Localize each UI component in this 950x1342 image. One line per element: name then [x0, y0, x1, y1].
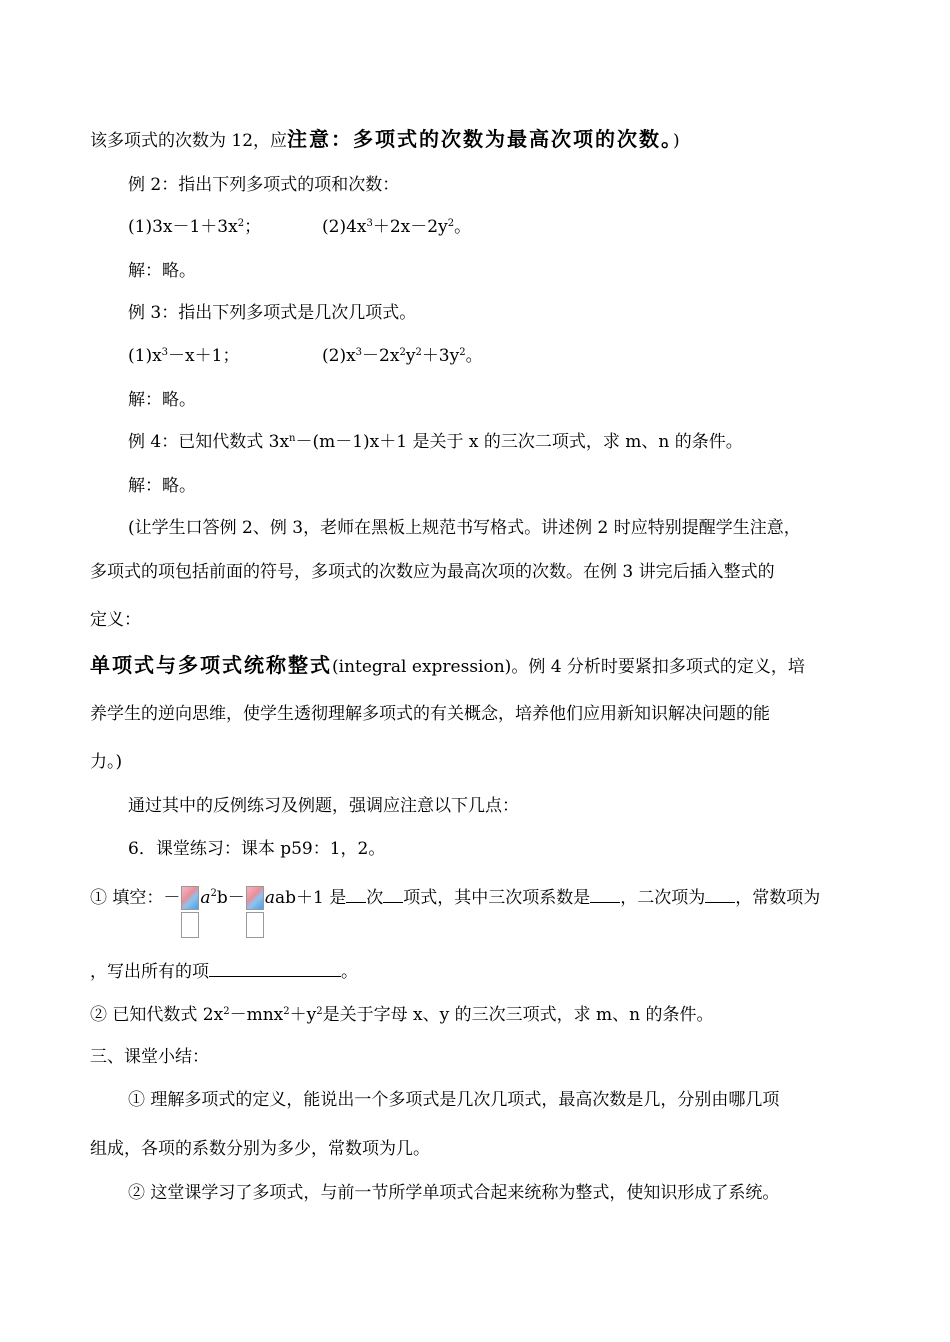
summary-point-1-cont: 组成，各项的系数分别为多少，常数项为几。 [90, 1139, 430, 1159]
fraction-image-icon [181, 886, 199, 938]
summary-point-2: ② 这堂课学习了多项式，与前一节所学单项式合起来统称为整式，使知识形成了系统。 [128, 1183, 780, 1203]
definition-line: 单项式与多项式统称整式(integral expression)。例 4 分析时要紧扣多项式的定义，培 [90, 653, 805, 677]
example-2-answer: 解：略。 [128, 261, 196, 281]
example-4-heading: 例 4：已知代数式 $3x^n-(m-1)x+1$ 是关于 x 的三次二项式，求 m、n 的条件。 [128, 432, 743, 452]
emphasis-text: 注意：多项式的次数为最高次项的次数。 [287, 127, 674, 151]
emphasis-intro: 通过其中的反例练习及例题，强调应注意以下几点： [128, 796, 519, 816]
blank-3[interactable] [590, 886, 620, 903]
example-4-answer: 解：略。 [128, 476, 196, 496]
para-line-1: 该多项式的次数为 12，应注意：多项式的次数为最高次项的次数。) [90, 127, 680, 151]
example-3-answer: 解：略。 [128, 390, 196, 410]
teaching-note-line-2: 多项式的项包括前面的符号，多项式的次数应为最高次项的次数。在例 3 讲完后插入整式的 [90, 562, 775, 582]
section-summary-heading: 三、课堂小结： [90, 1047, 209, 1067]
example-2-item-2: $(2)4x^3+2x-2y^2$。 [322, 217, 472, 237]
blank-1[interactable] [346, 886, 366, 903]
definition-bold: 单项式与多项式统称整式 [90, 653, 332, 677]
summary-point-1: ① 理解多项式的定义，能说出一个多项式是几次几项式，最高次数是几，分别由哪几项 [128, 1090, 780, 1110]
example-3-item-1: $(1)x^3-x+1$； [128, 346, 240, 366]
fraction-image-icon [246, 886, 264, 938]
classroom-exercise: 6．课堂练习：课本 p59：1，2。 [128, 839, 386, 859]
example-2-item-1: $(1)3x-1+3x^2$； [128, 217, 262, 237]
example-3-item-2: $(2)x^3-2x^2y^2+3y^2$。 [322, 346, 483, 366]
blank-5[interactable] [209, 960, 341, 977]
teaching-note-line-6: 力。) [90, 752, 123, 772]
example-2-heading: 例 2：指出下列多项式的项和次数： [128, 175, 400, 195]
question-2: ② 已知代数式 $2x^2-mnx^2+y^2$是关于字母 x、y 的三次三项式，求 m、n 的条件。 [90, 1005, 714, 1025]
blank-2[interactable] [383, 886, 403, 903]
fill-in-blank-question: ① 填空：－ $a^2b-$ aab＋1 是 次 项式，其中三次项系数是 ，二次项为 ，常数项为 [90, 886, 820, 938]
teaching-note-line-5: 养学生的逆向思维，使学生透彻理解多项式的有关概念，培养他们应用新知识解决问题的能 [90, 704, 770, 724]
teaching-note-line-1: (让学生口答例 2、例 3，老师在黑板上规范书写格式。讲述例 2 时应特别提醒学生注意， [128, 518, 801, 538]
blank-4[interactable] [705, 886, 735, 903]
teaching-note-line-3: 定义： [90, 610, 141, 630]
fill-in-blank-continued: ，写出所有的项 。 [90, 962, 358, 982]
example-3-heading: 例 3：指出下列多项式是几次几项式。 [128, 303, 417, 323]
